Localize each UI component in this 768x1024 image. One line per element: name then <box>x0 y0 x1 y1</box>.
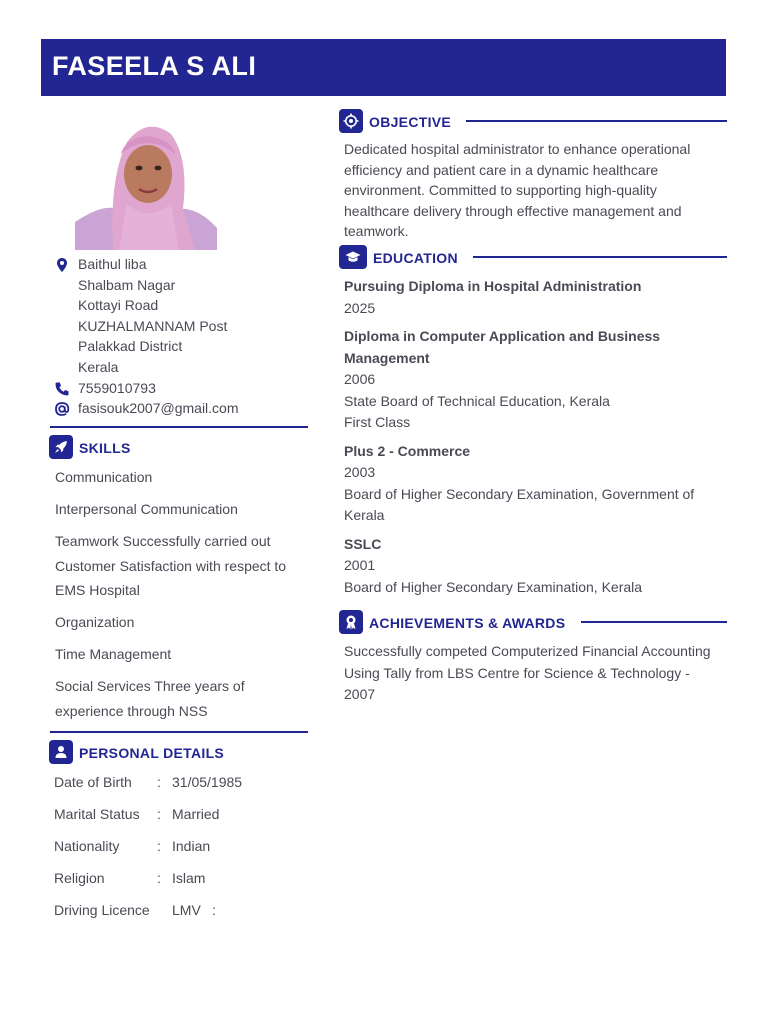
objective-rule <box>466 120 727 122</box>
skill-item: Interpersonal Communication <box>55 501 238 517</box>
address-line: Shalbam Nagar <box>78 276 176 293</box>
skills-section-title <box>49 435 309 459</box>
education-entry <box>344 534 714 599</box>
phone-number: 7559010793 <box>78 379 156 396</box>
detail-separator: : <box>157 774 161 790</box>
personal-details-table <box>54 771 308 931</box>
skills-heading: SKILLS <box>79 440 131 456</box>
detail-key: Nationality <box>54 838 120 854</box>
achievements-rule <box>581 621 727 623</box>
education-year: 2003 <box>344 464 376 480</box>
achievements-section-title <box>339 610 727 634</box>
contact-divider <box>50 426 308 428</box>
email-row <box>52 398 308 419</box>
personal-badge <box>49 740 73 764</box>
detail-row <box>54 899 308 931</box>
personal-heading: PERSONAL DETAILS <box>79 745 225 761</box>
education-result: First Class <box>344 414 411 430</box>
education-rule <box>473 256 727 258</box>
phone-icon <box>54 381 70 397</box>
detail-value: Married <box>172 806 220 822</box>
objective-section-title <box>339 109 727 133</box>
education-year: 2006 <box>344 371 376 387</box>
education-year: 2001 <box>344 557 376 573</box>
address-line: KUZHALMANNAM Post <box>78 317 228 334</box>
detail-separator: : <box>157 838 161 854</box>
detail-separator: : <box>157 806 161 822</box>
personal-section-title <box>49 740 309 764</box>
education-degree: Plus 2 - Commerce <box>344 442 471 459</box>
rocket-icon <box>53 439 69 455</box>
skills-badge <box>49 435 73 459</box>
education-heading: EDUCATION <box>373 250 458 266</box>
education-degree: Pursuing Diploma in Hospital Administration <box>344 278 642 294</box>
candidate-name: FASEELA S ALI <box>52 51 257 81</box>
education-list <box>344 276 714 605</box>
skill-item: Organization <box>55 614 135 630</box>
profile-photo <box>75 118 217 250</box>
detail-value: Indian <box>172 838 211 854</box>
contact-block <box>52 254 308 419</box>
detail-row <box>54 803 308 835</box>
objective-badge <box>339 109 363 133</box>
skills-list <box>55 465 307 731</box>
skill-item: Teamwork Successfully carried out Customer Satisfaction with respect to EMS Hospital <box>55 533 287 598</box>
detail-key: Religion <box>54 870 105 886</box>
detail-key: Marital Status <box>54 806 140 822</box>
detail-row <box>54 867 308 899</box>
education-board: Board of Higher Secondary Examination, Kerala <box>344 578 643 595</box>
user-icon <box>53 744 69 760</box>
address <box>52 254 308 378</box>
education-degree: SSLC <box>344 535 382 552</box>
detail-key: Driving Licence <box>54 902 150 918</box>
education-degree: Diploma in Computer Application and Business Management <box>344 328 661 366</box>
education-year: 2025 <box>344 299 376 316</box>
detail-value: 31/05/1985 <box>172 774 243 790</box>
at-sign-icon <box>54 401 70 417</box>
education-board: Board of Higher Secondary Examination, Government of Kerala <box>344 485 695 523</box>
address-line: Baithul liba <box>78 256 147 272</box>
email-address: fasisouk2007@gmail.com <box>78 400 239 417</box>
detail-key: Date of Birth <box>54 774 132 790</box>
detail-value: Islam <box>172 870 206 886</box>
address-line: Palakkad District <box>78 338 183 355</box>
education-section-title <box>339 245 727 269</box>
education-entry <box>344 276 714 319</box>
detail-row <box>54 771 308 803</box>
achievements-text: Successfully competed Computerized Financial Accounting Using Tally from LBS Centre for Science & Technology - 2007 <box>344 643 711 702</box>
education-badge <box>339 245 367 269</box>
skill-item: Social Services Three years of experience through NSS <box>55 678 245 719</box>
achievements-badge <box>339 610 363 634</box>
detail-separator: : <box>157 870 161 886</box>
education-entry <box>344 441 714 527</box>
skill-item: Time Management <box>55 646 172 662</box>
detail-row <box>54 835 308 867</box>
address-line: Kerala <box>78 358 119 375</box>
education-entry <box>344 326 714 434</box>
award-icon <box>343 614 359 630</box>
achievements-heading: ACHIEVEMENTS & AWARDS <box>369 615 566 631</box>
address-line: Kottayi Road <box>78 297 159 314</box>
education-board: State Board of Technical Education, Kerala <box>344 392 610 409</box>
skills-divider <box>50 731 308 733</box>
detail-value: LMV <box>172 902 201 918</box>
target-icon <box>343 113 359 129</box>
objective-heading: OBJECTIVE <box>369 114 452 130</box>
objective-text: Dedicated hospital administrator to enhance operational efficiency and patient care in a dynamic healthcare environment. Committed to supporting high-quality healthcare delivery through effective management and teamwork. <box>344 141 691 240</box>
skill-item: Communication <box>55 469 153 485</box>
phone-row <box>52 378 308 399</box>
detail-separator: : <box>212 902 216 918</box>
name-header <box>41 39 726 96</box>
map-pin-icon <box>54 257 70 273</box>
graduation-cap-icon <box>345 249 361 265</box>
